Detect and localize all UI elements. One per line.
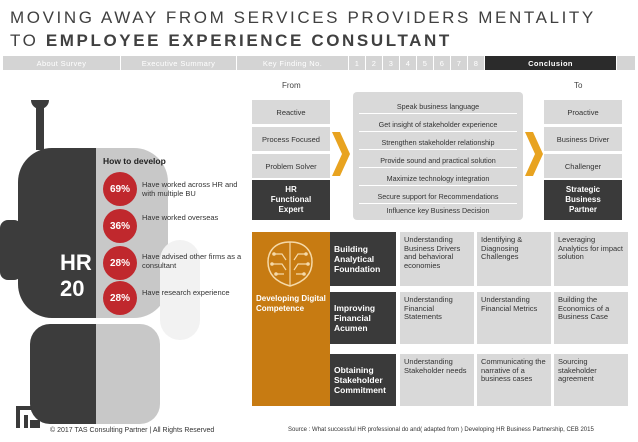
nav-tab-page-1[interactable]: 1 bbox=[349, 56, 366, 70]
robot-label-line1: HR bbox=[60, 250, 92, 275]
transition-skill: Get insight of stakeholder experience bbox=[359, 120, 517, 132]
how-to-develop-heading: How to develop bbox=[103, 156, 166, 166]
robot-label-line2: 20 bbox=[60, 276, 85, 301]
page-title-line2 bbox=[10, 31, 452, 51]
chevron-right-icon bbox=[332, 132, 350, 176]
transition-skill: Maximize technology integration bbox=[359, 174, 517, 186]
from-role-box: HR Functional Expert bbox=[252, 180, 330, 220]
stat-badge: 28% bbox=[103, 246, 137, 280]
from-item: Process Focused bbox=[252, 127, 330, 151]
copyright-text: © 2017 TAS Consulting Partner | All Rights Reserved bbox=[50, 427, 215, 434]
competence-row-label: Obtaining Stakeholder Commitment bbox=[330, 354, 396, 406]
stat-description: Have worked across HR and with multiple BU bbox=[142, 180, 238, 198]
nav-tab-key-finding[interactable]: Key Finding No. bbox=[237, 56, 349, 70]
to-item: Proactive bbox=[544, 100, 622, 124]
competence-cell: Building the Economics of a Business Case bbox=[554, 292, 628, 344]
digital-competence-label: Developing Digital Competence bbox=[256, 294, 326, 313]
stat-description: Have advised other firms as a consultant bbox=[142, 252, 242, 270]
competence-cell: Sourcing stakeholder agreement bbox=[554, 354, 628, 406]
competence-cell: Identifying & Diagnosing Challenges bbox=[477, 232, 551, 286]
nav-tab-page-2[interactable]: 2 bbox=[366, 56, 383, 70]
nav-tab-page-7[interactable]: 7 bbox=[451, 56, 468, 70]
competence-cell: Communicating the narrative of a business cases bbox=[477, 354, 551, 406]
to-heading: To bbox=[574, 81, 583, 90]
chevron-right-icon bbox=[525, 132, 543, 176]
nav-tab-executive-summary[interactable]: Executive Summary bbox=[121, 56, 237, 70]
stat-badge: 36% bbox=[103, 209, 137, 243]
competence-cell: Understanding Financial Metrics bbox=[477, 292, 551, 344]
digital-competence-block bbox=[252, 232, 330, 406]
page-title-line1: MOVING AWAY FROM SERVICES PROVIDERS MENTALITY bbox=[10, 8, 596, 27]
transition-skill: Speak business language bbox=[359, 102, 517, 114]
nav-tab-page-8[interactable]: 8 bbox=[468, 56, 485, 70]
from-item: Problem Solver bbox=[252, 154, 330, 178]
competence-row-label: Building Analytical Foundation bbox=[330, 232, 396, 286]
stat-badge: 28% bbox=[103, 281, 137, 315]
transition-skills-panel bbox=[353, 92, 523, 220]
from-heading: From bbox=[282, 81, 301, 90]
title-prefix: TO bbox=[10, 31, 46, 50]
competence-cell: Understanding Financial Statements bbox=[400, 292, 474, 344]
stat-badge: 69% bbox=[103, 172, 137, 206]
to-item: Business Driver bbox=[544, 127, 622, 151]
transition-skill: Secure support for Recommendations bbox=[359, 192, 517, 204]
transition-skill: Strengthen stakeholder relationship bbox=[359, 138, 517, 150]
section-nav-bar bbox=[3, 56, 635, 70]
stat-description: Have research experience bbox=[142, 288, 230, 297]
nav-tab-conclusion[interactable]: Conclusion bbox=[485, 56, 617, 70]
nav-tab-page-5[interactable]: 5 bbox=[417, 56, 434, 70]
to-role-box: Strategic Business Partner bbox=[544, 180, 622, 220]
nav-tab-about-survey[interactable]: About Survey bbox=[3, 56, 121, 70]
brain-circuit-icon bbox=[262, 238, 318, 292]
competence-cell: Leveraging Analytics for impact solution bbox=[554, 232, 628, 286]
title-emphasis: EMPLOYEE EXPERIENCE CONSULTANT bbox=[45, 31, 452, 50]
nav-tab-page-6[interactable]: 6 bbox=[434, 56, 451, 70]
competence-cell: Understanding Business Drivers and behavioral economies bbox=[400, 232, 474, 286]
transition-skill: Influence key Business Decision bbox=[386, 206, 490, 215]
from-item: Reactive bbox=[252, 100, 330, 124]
nav-tab-page-3[interactable]: 3 bbox=[383, 56, 400, 70]
competence-cell: Understanding Stakeholder needs bbox=[400, 354, 474, 406]
competence-row-label: Improving Financial Acumen bbox=[330, 292, 396, 344]
to-item: Challenger bbox=[544, 154, 622, 178]
company-logo-icon bbox=[16, 406, 40, 428]
nav-tab-page-4[interactable]: 4 bbox=[400, 56, 417, 70]
transition-skill: Provide sound and practical solution bbox=[359, 156, 517, 168]
stat-description: Have worked overseas bbox=[142, 213, 219, 222]
source-note: Source : What successful HR professional do and( adapted from ) Developing HR Business Partnership, CEB 2015 bbox=[288, 427, 594, 433]
